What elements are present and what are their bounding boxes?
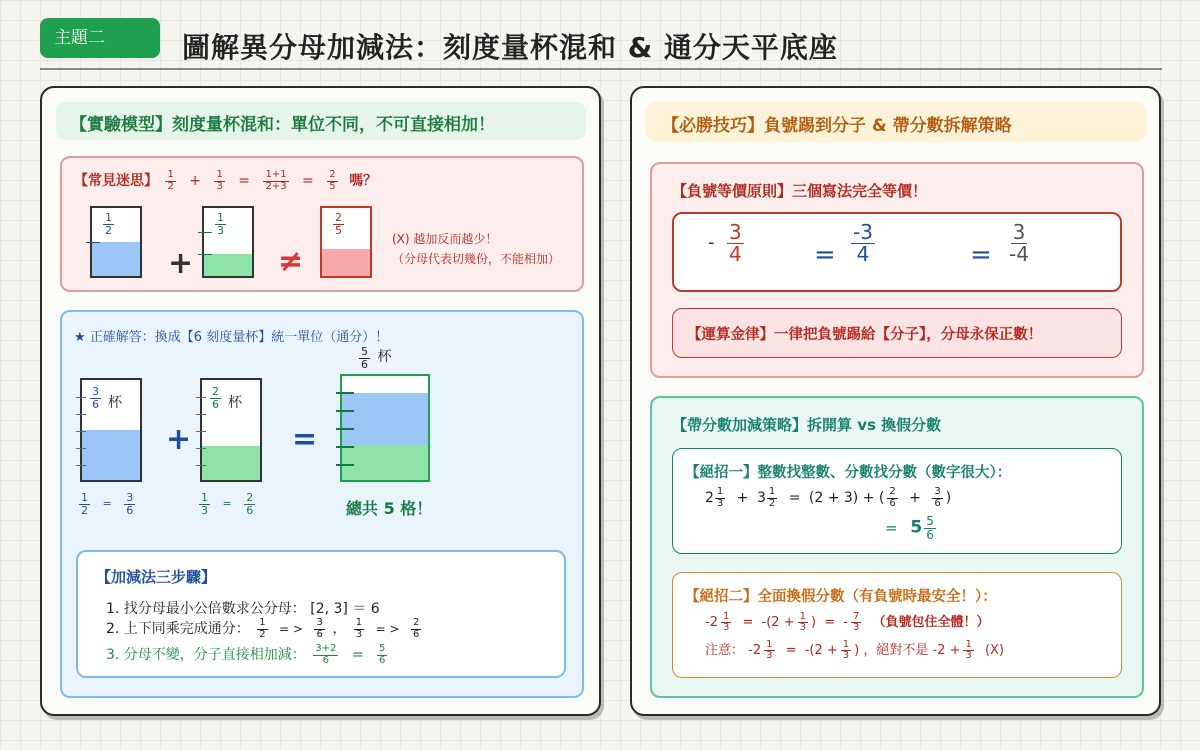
mixed-title: 【帶分數加減策略】拆開算 vs 換假分數 xyxy=(672,416,942,434)
strategy-2-line-2: 注意： -2 $\frac{1}{3}$ = -(2 + $\frac{1}{3}$ ) ，絕對不是 -2 + $\frac{1}{3}$ (X) xyxy=(705,638,1005,661)
fraction: $\frac{1}{3}$ xyxy=(217,211,224,237)
myth-cup-half xyxy=(90,206,142,278)
strategy-1-result: = 5 $\frac{5}{6}$ xyxy=(885,514,934,542)
topic-tag: 主題二 xyxy=(40,18,160,58)
fraction: $\frac{1}{3}$ xyxy=(355,617,363,640)
fraction: $\frac{7}{3}$ xyxy=(852,610,860,633)
step-1: 1. 找分母最小公倍數求公分母： [2, 3] ＝ 6 xyxy=(106,601,380,617)
strategy-1-box xyxy=(672,448,1122,554)
left-heading: 【實驗模型】刻度量杯混和：單位不同，不可直接相加！ xyxy=(70,115,495,135)
strategy-1-line-1: 2 $\frac{1}{3}$ + 3 $\frac{1}{2}$ = (2 + 3) + ( $\frac{2}{6}$ + $\frac{3}{6}$ ) xyxy=(705,486,952,509)
myth-note-2: （分母代表切幾份，不能相加） xyxy=(392,252,561,266)
neg-form-3: $\frac{3}{-4}$ xyxy=(1009,220,1029,266)
golden-rule-box xyxy=(672,308,1122,358)
myth-cup-two-fifths xyxy=(320,206,372,278)
fraction: $\frac{2}{5}$ xyxy=(335,211,342,237)
steps-title: 【加減法三步驟】 xyxy=(96,568,217,586)
negative-box xyxy=(650,162,1144,378)
fraction: $\frac{2}{6}$ xyxy=(412,617,420,640)
fraction: $\frac{1}{2}$ xyxy=(259,617,266,640)
myth-label: 【常見迷思】 xyxy=(74,173,158,189)
correct-cup-five-sixths xyxy=(340,374,430,482)
myth-box xyxy=(60,156,584,292)
fraction: $\frac{2}{6}$ xyxy=(212,385,219,411)
step-3: 3. 分母不變，分子直接相加減： $\frac{3+2}{6}$ = $\frac{5}{6}$ xyxy=(106,643,386,666)
steps-box xyxy=(76,550,566,678)
correct-cup-two-sixths xyxy=(200,378,262,482)
fraction: $\frac{1}{2}$ xyxy=(105,211,112,237)
fraction: $\frac{1}{2}$ xyxy=(768,486,776,509)
right-panel xyxy=(630,86,1161,716)
step-2: 2. 上下同乘完成通分： $\frac{1}{2}$ = > $\frac{3}{6}$ ， $\frac{1}{3}$ = > $\frac{2}{6}$ xyxy=(106,617,420,640)
fraction: $\frac{2}{5}$ xyxy=(329,169,336,192)
fraction: $\frac{1}{2}$ xyxy=(81,491,88,517)
correct-cup-three-sixths xyxy=(80,378,142,482)
neg-eq-1: = xyxy=(814,240,836,270)
title-divider xyxy=(40,68,1162,70)
left-heading-box xyxy=(56,102,586,140)
fraction: $\frac{1}{3}$ xyxy=(842,638,850,661)
myth-not-equal: ≠ xyxy=(278,244,304,279)
cup-unit: 杯 xyxy=(108,395,122,411)
fraction: $\frac{5}{6}$ xyxy=(926,514,934,542)
fraction: $\frac{1}{2}$ xyxy=(167,169,174,192)
eq-third: $\frac{1}{3}$ = $\frac{2}{6}$ xyxy=(201,491,254,517)
fraction: $\frac{1}{3}$ xyxy=(965,638,972,661)
fraction: $\frac{2}{6}$ xyxy=(246,491,254,517)
neg-eq-2: = xyxy=(970,240,992,270)
strategy-2-box xyxy=(672,572,1122,678)
fraction: $\frac{1}{3}$ xyxy=(216,169,223,192)
mixed-box xyxy=(650,396,1144,698)
fraction: $\frac{1}{3}$ xyxy=(799,610,806,633)
strategy-2-title: 【絕招二】全面換假分數（有負號時最安全！）： xyxy=(685,589,997,605)
neg-sign: - xyxy=(708,232,715,253)
fraction: $\frac{3}{6}$ xyxy=(92,385,99,411)
fraction: $\frac{1}{3}$ xyxy=(766,638,773,661)
myth-note-1: (X) 越加反而越少！ xyxy=(392,232,498,246)
correct-label: ★ 正確解答：換成【6 刻度量杯】統一單位（通分）！ xyxy=(74,330,389,345)
myth-plus: + xyxy=(168,246,194,281)
right-heading-box xyxy=(646,102,1146,142)
correct-box xyxy=(60,310,584,698)
neg-form-2: $\frac{-3}{4}$ xyxy=(853,220,873,266)
left-panel xyxy=(40,86,601,716)
strategy-1-title: 【絕招一】整數找整數、分數找分數（數字很大）： xyxy=(685,465,1012,481)
negative-forms-box xyxy=(672,212,1122,292)
correct-plus: + xyxy=(166,422,192,457)
neg-form-1: $\frac{3}{4}$ xyxy=(729,220,742,266)
fraction: $\frac{1}{3}$ xyxy=(201,491,208,517)
cup3-label: $\frac{5}{6}$ 杯 xyxy=(361,345,392,371)
page-title: 圖解異分母加減法：刻度量杯混和 & 通分天平底座 xyxy=(182,31,838,64)
golden-rule: 【運算金律】一律把負號踢給【分子】，分母永保正數！ xyxy=(687,327,1043,343)
strategy-2-line-1: -2 $\frac{1}{3}$ = -(2 + $\frac{1}{3}$ ) = - $\frac{7}{3}$ （負號包住全體！） xyxy=(705,610,990,633)
fraction: $\frac{5}{6}$ xyxy=(379,643,386,666)
fraction: $\frac{3}{6}$ xyxy=(126,491,134,517)
fraction: $\frac{2}{6}$ xyxy=(889,486,896,509)
fraction: $\frac{3}{6}$ xyxy=(316,617,323,640)
fraction: $\frac{1}{3}$ xyxy=(716,486,724,509)
total-label: 總共 5 格！ xyxy=(346,499,433,518)
fraction: $\frac{5}{6}$ xyxy=(361,345,368,371)
eq-half: $\frac{1}{2}$ = $\frac{3}{6}$ xyxy=(81,491,134,517)
negative-title: 【負號等價原則】三個寫法完全等價！ xyxy=(672,182,928,200)
cup-unit: 杯 xyxy=(228,395,242,411)
fraction: $\frac{1}{3}$ xyxy=(722,610,730,633)
fraction: $\frac{3+2}{6}$ xyxy=(315,643,337,666)
correct-equals: = xyxy=(292,422,318,457)
myth-equation: 【常見迷思】 $\frac{1}{2}$ + $\frac{1}{3}$ = $\frac{1+1}{2+3}$ = $\frac{2}{5}$ 嗎？ xyxy=(74,169,378,192)
fraction: $\frac{1+1}{2+3}$ xyxy=(265,169,287,192)
right-heading: 【必勝技巧】負號踢到分子 & 帶分數拆解策略 xyxy=(662,116,1012,136)
myth-cup-third xyxy=(202,206,254,278)
fraction: $\frac{3}{6}$ xyxy=(934,486,941,509)
